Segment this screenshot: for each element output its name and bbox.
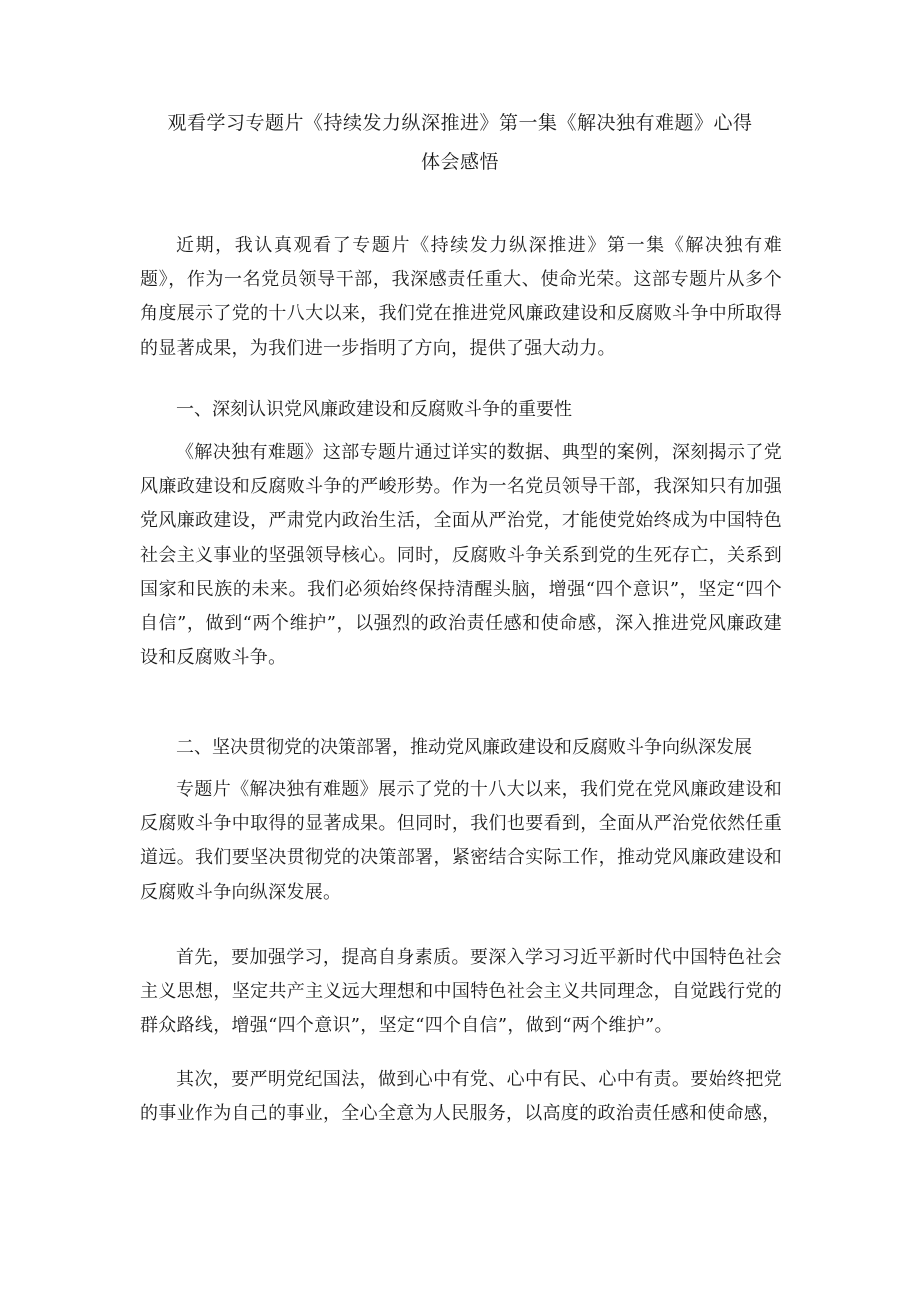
section-1-paragraph: 《解决独有难题》这部专题片通过详实的数据、典型的案例，深刻揭示了党风廉政建设和反腐败斗争的严峻形势。作为一名党员领导干部，我深知只有加强党风廉政建设，严肃党内政治生活，全面从严治党，才能使党始终成为中国特色社会主义事业的坚强领导核心。同时，反腐败斗争关系到党的生死存亡，关系到国家和民族的未来。我们必须始终保持清醒头脑，增强“四个意识”，坚定“四个自信”，做到“两个维护”，以强烈的政治责任感和使命感，深入推进党风廉政建设和反腐败斗争。 xyxy=(140,442,782,669)
section-heading-2: 二、坚决贯彻党的决策部署，推动党风廉政建设和反腐败斗争向纵深发展 xyxy=(176,737,752,758)
section-heading-1: 一、深刻认识党风廉政建设和反腐败斗争的重要性 xyxy=(176,399,572,420)
document-title-line2: 体会感悟 xyxy=(420,151,499,173)
second-point-paragraph: 其次，要严明党纪国法，做到心中有党、心中有民、心中有责。要始终把党的事业作为自己的事业，全心全意为人民服务，以高度的政治责任感和使命感， xyxy=(140,1069,782,1125)
document-title-line1: 观看学习专题片《持续发力纵深推进》第一集《解决独有难题》心得 xyxy=(167,112,753,134)
intro-paragraph: 近期，我认真观看了专题片《持续发力纵深推进》第一集《解决独有难题》，作为一名党员领导干部，我深感责任重大、使命光荣。这部专题片从多个角度展示了党的十八大以来，我们党在推进党风廉政建设和反腐败斗争中所取得的显著成果，为我们进一步指明了方向，提供了强大动力。 xyxy=(140,235,782,359)
first-point-paragraph: 首先，要加强学习，提高自身素质。要深入学习习近平新时代中国特色社会主义思想，坚定共产主义远大理想和中国特色社会主义共同理念，自觉践行党的群众路线，增强“四个意识”，坚定“四个自信”，做到“两个维护”。 xyxy=(140,947,782,1037)
section-2-paragraph: 专题片《解决独有难题》展示了党的十八大以来，我们党在党风廉政建设和反腐败斗争中取得的显著成果。但同时，我们也要看到，全面从严治党依然任重道远。我们要坚决贯彻党的决策部署，紧密结合实际工作，推动党风廉政建设和反腐败斗争向纵深发展。 xyxy=(140,779,782,903)
